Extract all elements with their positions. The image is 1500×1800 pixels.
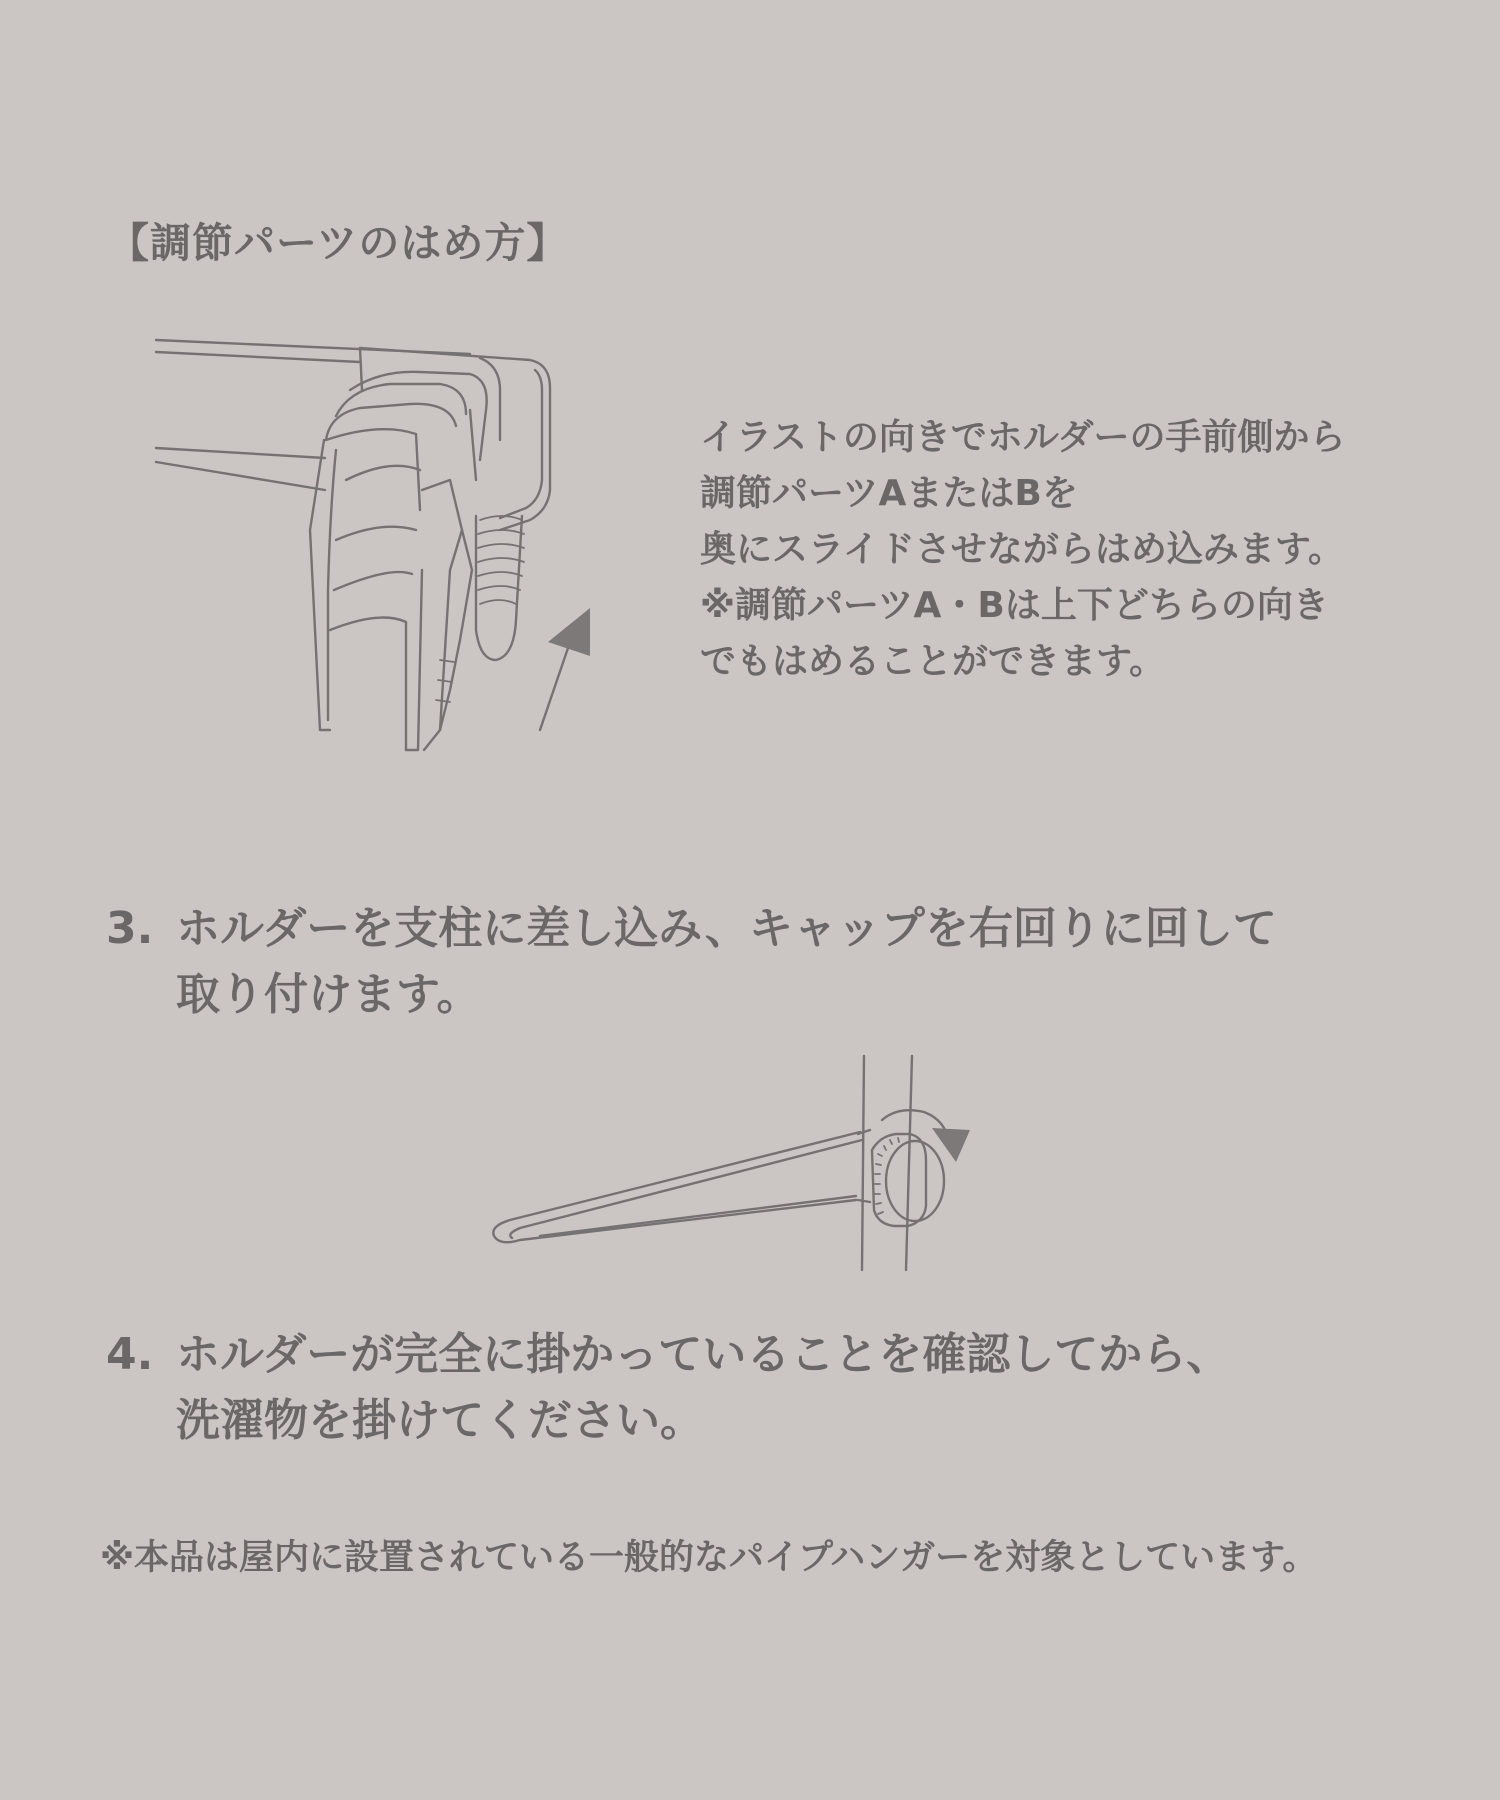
step-number: 3. — [106, 903, 154, 954]
description-line: でもはめることができます。 — [700, 641, 1166, 682]
description-line: 奥にスライドさせながらはめ込みます。 — [700, 529, 1345, 570]
step-4 — [106, 1322, 1230, 1454]
hanger-on-pole-illustration — [480, 1050, 1000, 1280]
description-line: 調節パーツAまたはBを — [700, 473, 1078, 514]
holder-with-adjuster-illustration — [150, 330, 610, 770]
description-line: ※調節パーツA・Bは上下どちらの向き — [700, 585, 1329, 626]
adjuster-description — [700, 410, 1440, 690]
step-line: ホルダーを支柱に差し込み、キャップを右回りに回して — [176, 903, 1277, 954]
step-line: 取り付けます。 — [176, 969, 481, 1020]
arrow-up-right-icon — [548, 608, 590, 656]
step-3 — [106, 896, 1277, 1028]
step-line: 洗濯物を掛けてください。 — [176, 1395, 704, 1446]
step-text — [176, 896, 1277, 1028]
step-line: ホルダーが完全に掛かっていることを確認してから、 — [176, 1329, 1231, 1380]
section-title: 【調節パーツのはめ方】 — [108, 219, 569, 267]
footnote: ※本品は屋内に設置されている一般的なパイプハンガーを対象としています。 — [100, 1538, 1318, 1578]
description-line: イラストの向きでホルダーの手前側から — [700, 417, 1346, 458]
step-text — [176, 1322, 1230, 1454]
hanger-illustration — [480, 1050, 1000, 1280]
holder-illustration — [150, 330, 610, 770]
step-number: 4. — [106, 1329, 154, 1380]
